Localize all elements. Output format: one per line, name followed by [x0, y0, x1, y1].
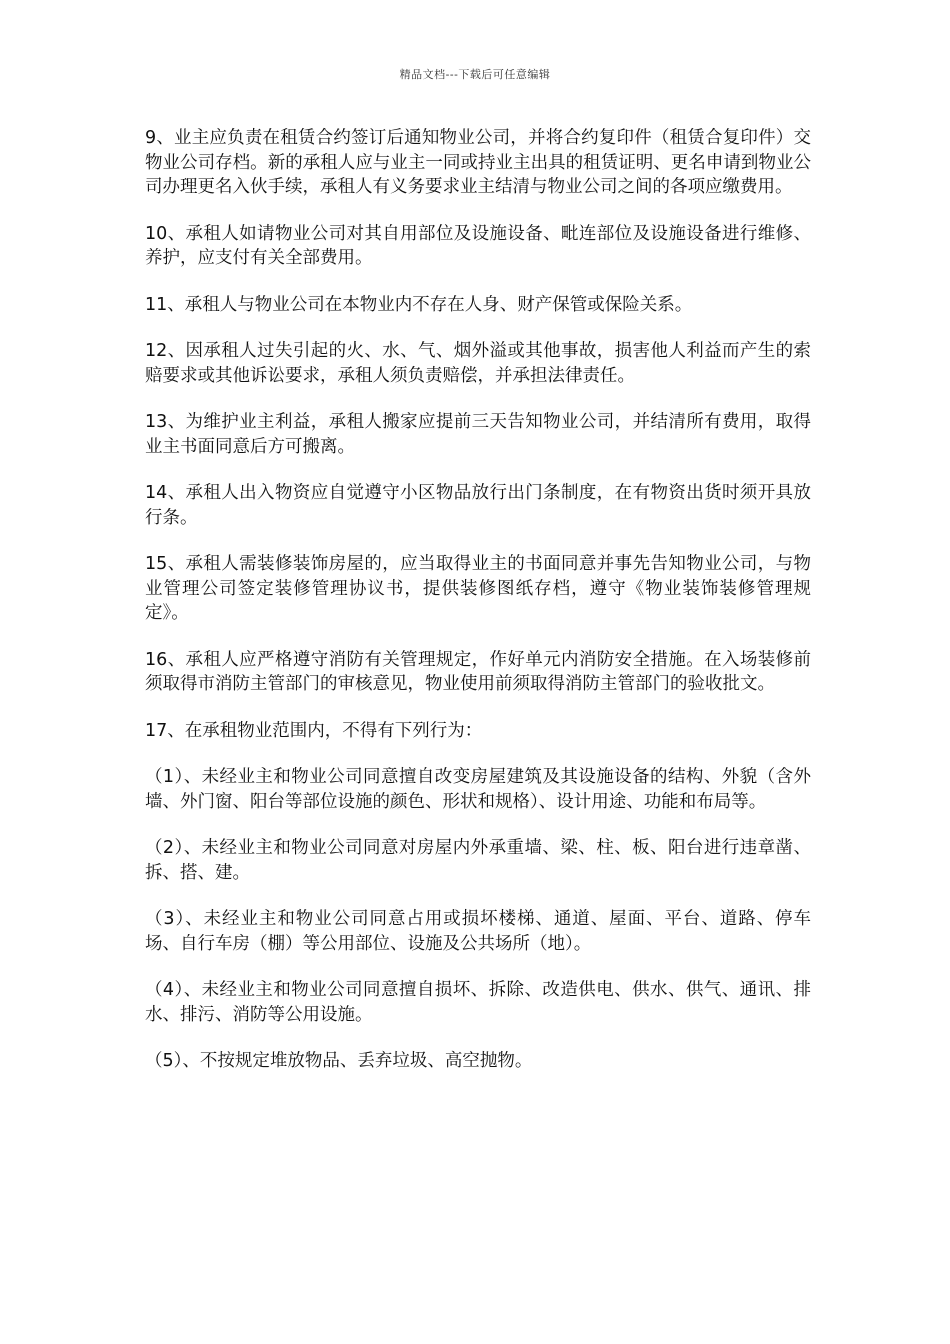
paragraph-14: 14、承租人出入物资应自觉遵守小区物品放行出门条制度，在有物资出货时须开具放行条。 — [145, 483, 811, 528]
list-item-3: （3）、未经业主和物业公司同意占用或损坏楼梯、通道、屋面、平台、道路、停车场、自行车房（棚）等公用部位、设施及公共场所（地）。 — [145, 909, 811, 954]
paragraph-12: 12、因承租人过失引起的火、水、气、烟外溢或其他事故，损害他人利益而产生的索赔要求或其他诉讼要求，承租人须负责赔偿，并承担法律责任。 — [145, 341, 811, 386]
list-item-2: （2）、未经业主和物业公司同意对房屋内外承重墙、梁、柱、板、阳台进行违章凿、拆、搭、建。 — [145, 838, 811, 883]
paragraph-13: 13、为维护业主利益，承租人搬家应提前三天告知物业公司，并结清所有费用，取得业主书面同意后方可搬离。 — [145, 412, 811, 457]
paragraph-16: 16、承租人应严格遵守消防有关管理规定，作好单元内消防安全措施。在入场装修前须取得市消防主管部门的审核意见，物业使用前须取得消防主管部门的验收批文。 — [145, 649, 811, 694]
paragraph-17: 17、在承租物业范围内，不得有下列行为： — [145, 720, 483, 741]
list-item-4: （4）、未经业主和物业公司同意擅自损坏、拆除、改造供电、供水、供气、通讯、排水、排污、消防等公用设施。 — [145, 980, 811, 1025]
list-item-5: （5）、不按规定堆放物品、丢弃垃圾、高空抛物。 — [145, 1051, 533, 1071]
page-header: 精品文档---下载后可任意编辑 — [399, 68, 551, 81]
document-body — [145, 126, 811, 1096]
list-item-1: （1）、未经业主和物业公司同意擅自改变房屋建筑及其设施设备的结构、外貌（含外墙、外门窗、阳台等部位设施的颜色、形状和规格）、设计用途、功能和布局等。 — [145, 767, 811, 812]
paragraph-9: 9、业主应负责在租赁合约签订后通知物业公司，并将合约复印件（租赁合复印件）交物业公司存档。新的承租人应与业主一同或持业主出具的租赁证明、更名申请到物业公司办理更名入伙手续，承租人有义务要求业主结清与物业公司之间的各项应缴费用。 — [145, 128, 811, 197]
paragraph-10: 10、承租人如请物业公司对其自用部位及设施设备、毗连部位及设施设备进行维修、养护，应支付有关全部费用。 — [145, 223, 811, 268]
paragraph-11: 11、承租人与物业公司在本物业内不存在人身、财产保管或保险关系。 — [145, 294, 693, 315]
paragraph-15: 15、承租人需装修装饰房屋的，应当取得业主的书面同意并事先告知物业公司，与物业管理公司签定装修管理协议书，提供装修图纸存档，遵守《物业装饰装修管理规定》。 — [145, 554, 811, 623]
